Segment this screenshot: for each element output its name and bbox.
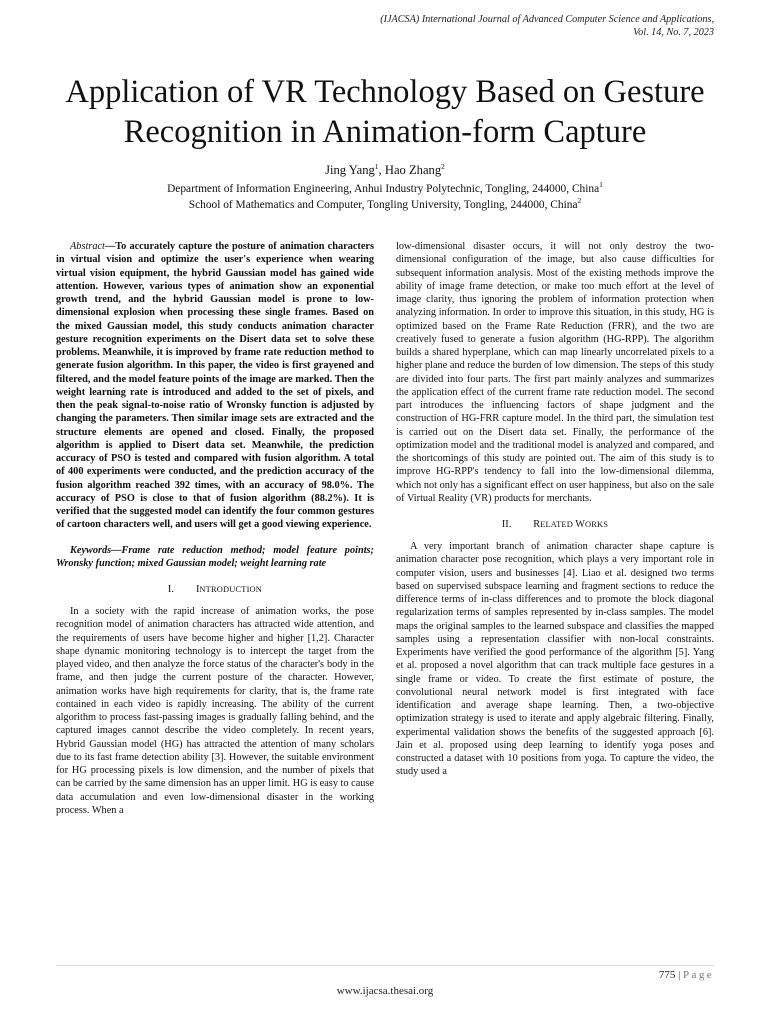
related-works-paragraph: A very important branch of animation character shape capture is animation character pose recognition, which plays a very important role in computer vision, users and businesses [4]. Liao et al. designed two terms based on supervised subspace learning and fragment sections to reduce the difference terms of in-class differences and to promote the block diagonal regularization terms of samples represented by in-class samples. The model maps the original samples to the learned subspace and classifies the mapped samples using a representation classifier with non-local constraints. Experiments have verified the good performance of the algorithm [5]. Yang et al. proposed a novel algorithm that can track multiple face gestures in a single frame or video. To create the first estimate of posture, the convolutional neural network model is first integrated with face identification and average shape learning. Then, a two-objective optimization strategy is used to iterate and apply algebraic filtering. Finally, experimental validation shows the benefits of the suggested approach [6]. Jain et al. proposed using deep learning to identify yoga poses and constructed a dataset with 10 positions from yoga. To capture the video, the study used a bbox=[396, 541, 714, 778]
page-label: Page bbox=[683, 969, 714, 981]
footer-divider bbox=[56, 965, 714, 966]
title-line-2: Recognition in Animation-form Capture bbox=[123, 114, 647, 150]
abstract bbox=[56, 240, 374, 532]
journal-volume: Vol. 14, No. 7, 2023 bbox=[633, 27, 714, 38]
author-separator: , bbox=[378, 163, 385, 177]
keywords-text: Frame rate reduction method; model feature points; Wronsky function; mixed Gaussian model; weight learning rate bbox=[56, 544, 374, 569]
footer-url[interactable]: www.ijacsa.thesai.org bbox=[336, 985, 434, 997]
author-affiliation-mark: 1 bbox=[374, 161, 379, 171]
section-heading-introduction bbox=[56, 583, 374, 596]
intro-paragraph: In a society with the rapid increase of animation works, the pose recognition model of animation characters has attracted wide attention, and the requirements of users have become higher and higher [1,2]. Character shape dynamic monitoring technology is to intercept the target from the played video, and then analyze the force status of the character's body in the frame, and then judge the current posture of the character. However, animation works have high requirements for clarity, that is, the frame rate contained in each video is rapidly increasing. The ability of the current algorithm to process fast-passing images is gradually falling behind, and the captured images cannot describe the video completely. In recent years, Hybrid Gaussian model (HG) has attracted the attention of many scholars due to its fast frame detection ability [3]. However, the suitable environment for HG processing pixels is low dimension, and the number of pixels that can be carried by the same dimension has an upper limit. HG is easy to cause data accumulation and even low-dimensional disaster in the working process. When a bbox=[56, 606, 374, 816]
author-name: Jing Yang bbox=[325, 163, 375, 177]
affiliation-mark: 1 bbox=[599, 180, 603, 190]
affiliation-text: School of Mathematics and Computer, Tongling University, Tongling, 244000, China bbox=[188, 199, 578, 211]
journal-name: (IJACSA) International Journal of Advanced Computer Science and Applications, bbox=[380, 14, 714, 25]
left-column bbox=[56, 240, 374, 817]
section-title-rest: ELATED bbox=[540, 520, 576, 529]
keywords-dash: — bbox=[111, 544, 122, 556]
section-title-initial: W bbox=[575, 519, 585, 530]
abstract-text: To accurately capture the posture of animation characters in virtual vision and optimize the user's experience when wearing virtual vision equipment, the hybrid Gaussian model has gained wide attention. However, various types of animation show an exponential growth trend, and the hybrid Gaussian model is prone to low-dimensional explosion when processing these single frames. Based on the mixed Gaussian model, this study conducts animation character gesture recognition experiments on the Disert data set to solve these problems. Meanwhile, it is improved by frame rate reduction method to generate fusion algorithm. In this paper, the video is first grayened and filtered, and the model feature points of the image are marked. Then the weight learning rate is introduced and added to the set of pixels, and then the peak signal-to-noise ratio of Wronsky function is adjusted by changing the parameters. Then similar image sets are extracted and the structure elements are opened and closed. Finally, the proposed algorithm is applied to Disert data set. Meanwhile, the prediction accuracy of PSO is tested and compared with fusion algorithm. A total of 400 experiments were conducted, and the prediction accuracy of the fusion algorithm reached 392 times, with an accuracy of 98.0%. The accuracy of PSO is close to that of fusion algorithm (88.2%). It is verified that the suggested model can identify the four common gestures of cartoon characters well, and users will get a good viewing experience. bbox=[56, 241, 374, 531]
affiliation bbox=[0, 197, 770, 213]
author-list bbox=[0, 162, 770, 178]
affiliation bbox=[0, 181, 770, 197]
section-title-initial: R bbox=[533, 519, 541, 530]
page-number-value: 775 bbox=[658, 969, 676, 981]
running-header bbox=[194, 13, 714, 39]
intro-paragraph-continued: low-dimensional disaster occurs, it will not only destroy the two-dimensional configuration of the image, but also cause difficulties for subsequent information analysis. Most of the existing methods improve the ability of image frame detection, or make too much effort at the level of image clarity, thus ignoring the problem of information protection when analyzing information. In order to improve this situation, in this study, HG is optimized based on the Frame Rate Reduction (FRR), and the two are creatively fused to generate a fusion algorithm (HG-RPP). The algorithm builds a shared hyperplane, which can map linearly uncorrelated pixels to a higher plane and reduce the burden of low dimension. The steps of this study are divided into four parts. The first part mainly analyzes and summarizes the application effect of the current frame rate reduction model. The second part introduces the influencing factors of shape judgment and the construction of HG-FRR capture model. In the third part, the simulation test is carried out on the Disert data set. Finally, the performance of the optimization model and the traditional model is analyzed and compared, and the shortcomings of this study are pointed out. The aim of this study is to improve HG-RPP's tendency to fall into the low-dimensional dilemma, which not only has a significant effect on user happiness, but also on the sale of Virtual Reality (VR) products for merchants. bbox=[396, 241, 714, 504]
keywords-label: Keywords bbox=[70, 544, 112, 556]
affiliation-text: Department of Information Engineering, Anhui Industry Polytechnic, Tongling, 244000, China bbox=[167, 183, 600, 195]
affiliation-mark: 2 bbox=[577, 196, 582, 206]
section-number: I. bbox=[167, 584, 174, 595]
page-number bbox=[659, 969, 714, 981]
section-number: II. bbox=[501, 519, 512, 530]
title-line-1: Application of VR Technology Based on Gesture bbox=[65, 74, 705, 110]
author-name: Hao Zhang bbox=[384, 163, 442, 177]
right-column bbox=[396, 240, 714, 779]
section-heading-related-works bbox=[396, 518, 714, 531]
author-affiliation-mark: 2 bbox=[441, 161, 445, 171]
abstract-dash: — bbox=[104, 241, 116, 252]
page-number-separator: | bbox=[675, 969, 684, 981]
section-title-rest: ORKS bbox=[585, 520, 609, 529]
section-title-rest: NTRODUCTION bbox=[199, 585, 263, 594]
abstract-label: Abstract bbox=[70, 241, 105, 252]
keywords bbox=[56, 544, 374, 571]
paper-title bbox=[40, 72, 730, 152]
section-title-initial: I bbox=[195, 584, 200, 595]
